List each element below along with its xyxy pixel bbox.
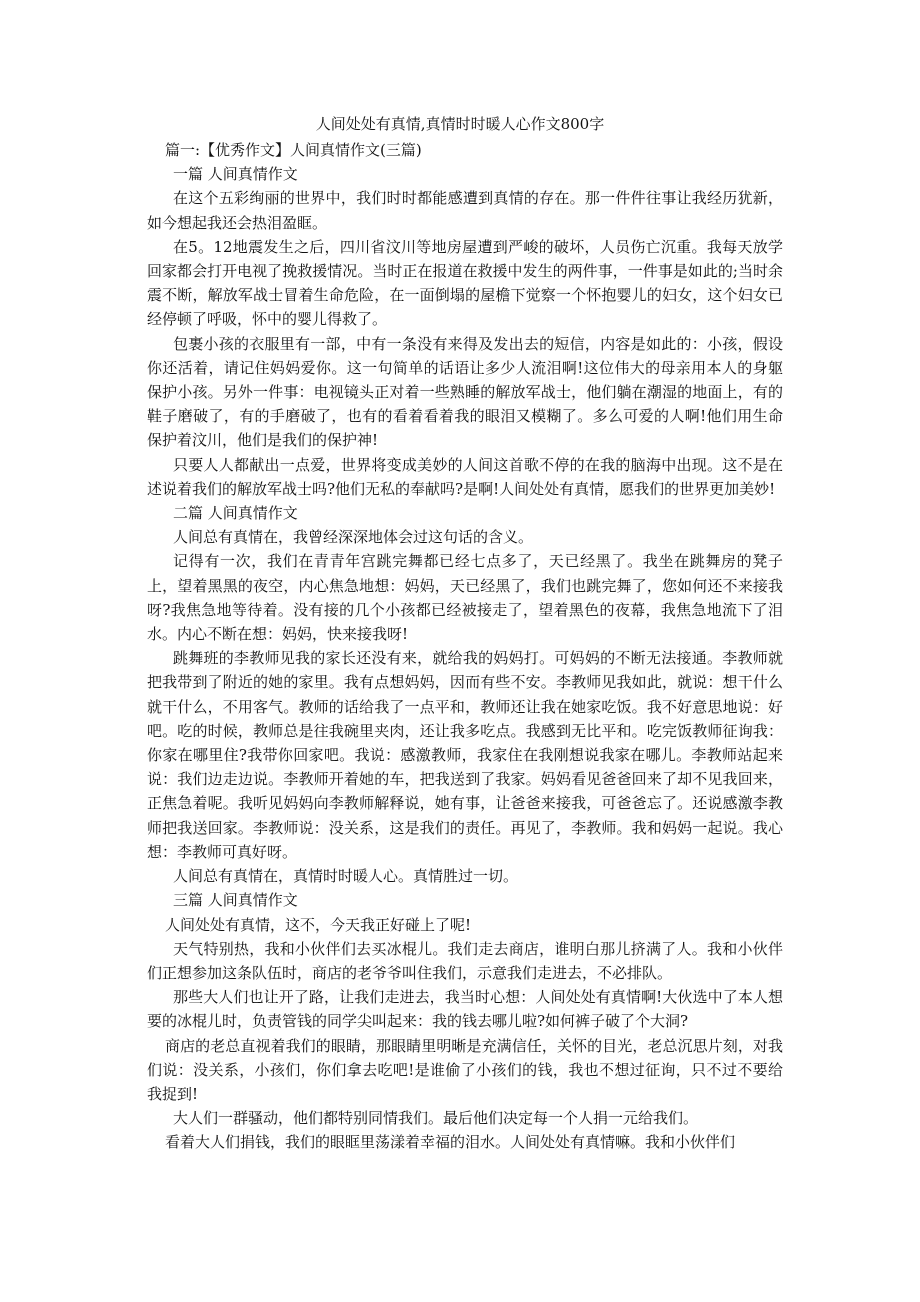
paragraph: 那些大人们也让开了路，让我们走进去，我当时心想：人间处处有真情啊!大伙选中了本人想要的冰棍儿时，负责管钱的同学尖叫起来：我的钱去哪儿啦?如何裤子破了个大洞? — [147, 988, 783, 1031]
section-heading: 篇一:【优秀作文】人间真情作文(三篇) — [165, 141, 422, 159]
paragraph: 看着大人们捐钱，我们的眼眶里荡漾着幸福的泪水。人间处处有真情嘛。我和小伙伴们 — [165, 1133, 736, 1152]
paragraph: 天气特别热，我和小伙伴们去买冰棍儿。我们走去商店，谁明白那儿挤满了人。我和小伙伴们正想参加这条队伍时，商店的老爷爷叫住我们，示意我们走进去，不必排队。 — [147, 939, 783, 982]
paragraph: 商店的老总直视着我们的眼睛，那眼睛里明晰是充满信任，关怀的目光，老总沉思片刻，对我们说：没关系，小孩们，你们拿去吃吧!是谁偷了小孩们的钱，我也不想过征询，只不过不要给我捉到! — [147, 1036, 783, 1103]
paragraph: 在这个五彩绚丽的世界中，我们时时都能感遭到真情的存在。那一件件往事让我经历犹新，如今想起我还会热泪盈眶。 — [147, 189, 783, 232]
document-title: 人间处处有真情,真情时时暖人心作文800字 — [315, 115, 605, 133]
section-heading: 二篇 人间真情作文 — [173, 504, 298, 523]
section-heading: 三篇 人间真情作文 — [173, 891, 298, 910]
section-heading: 一篇 人间真情作文 — [173, 165, 298, 184]
paragraph: 人间处处有真情，这不，今天我正好碰上了呢! — [165, 915, 472, 934]
paragraph: 人间总有真情在，真情时时暖人心。真情胜过一切。 — [173, 867, 519, 886]
paragraph: 记得有一次，我们在青青年宫跳完舞都已经七点多了，天已经黑了。我坐在跳舞房的凳子上，望着黑黑的夜空，内心焦急地想：妈妈，天已经黑了，我们也跳完舞了，您如何还不来接我呀?我焦急地等待着。没有接的几个小孩都已经被接走了，望着黑色的夜幕，我焦急地流下了泪水。内心不断在想：妈妈，快来接我呀! — [147, 552, 783, 644]
document-body — [147, 138, 783, 1155]
paragraph: 只要人人都献出一点爱，世界将变成美妙的人间这首歌不停的在我的脑海中出现。这不是在述说着我们的解放军战士吗?他们无私的奉献吗?是啊!人间处处有真情，愿我们的世界更加美妙! — [147, 455, 783, 498]
paragraph: 在5。12地震发生之后，四川省汶川等地房屋遭到严峻的破坏，人员伤亡沉重。我每天放学回家都会打开电视了挽救援情况。当时正在报道在救援中发生的两件事，一件事是如此的;当时余震不断，解放军战士冒着生命危险，在一面倒塌的屋檐下觉察一个怀抱婴儿的妇女，这个妇女已经停顿了呼吸，怀中的婴儿得救了。 — [147, 237, 783, 329]
paragraph: 大人们一群骚动，他们都特别同情我们。最后他们决定每一个人捐一元给我们。 — [173, 1109, 699, 1128]
paragraph: 包裹小孩的衣服里有一部，中有一条没有来得及发出去的短信，内容是如此的：小孩，假设你还活着，请记住妈妈爱你。这一句简单的话语让多少人流泪啊!这位伟大的母亲用本人的身躯保护小孩。另外一件事：电视镜头正对着一些熟睡的解放军战士，他们躺在潮湿的地面上，有的鞋子磨破了，有的手磨破了，也有的看着看着我的眼泪又模糊了。多么可爱的人啊!他们用生命保护着汶川，他们是我们的保护神! — [147, 334, 783, 450]
paragraph: 跳舞班的李教师见我的家长还没有来，就给我的妈妈打。可妈妈的不断无法接通。李教师就把我带到了附近的她的家里。我有点想妈妈，因而有些不安。李教师见我如此，就说：想干什么就干什么，不用客气。教师的话给我了一点平和，教师还让我在她家吃饭。我不好意思地说：好吧。吃的时候，教师总是往我碗里夹肉，还让我多吃点。我感到无比平和。吃完饭教师征询我：你家在哪里住?我带你回家吧。我说：感激教师，我家住在我刚想说我家在哪儿。李教师站起来说：我们边走边说。李教师开着她的车，把我送到了我家。妈妈看见爸爸回来了却不见我回来，正焦急着呢。我听见妈妈向李教师解释说，她有事，让爸爸来接我，可爸爸忘了。还说感激李教师把我送回家。李教师说：没关系，这是我们的责任。再见了，李教师。我和妈妈一起说。我心想：李教师可真好呀。 — [147, 649, 783, 861]
paragraph: 人间总有真情在，我曾经深深地体会过这句话的含义。 — [173, 528, 534, 547]
